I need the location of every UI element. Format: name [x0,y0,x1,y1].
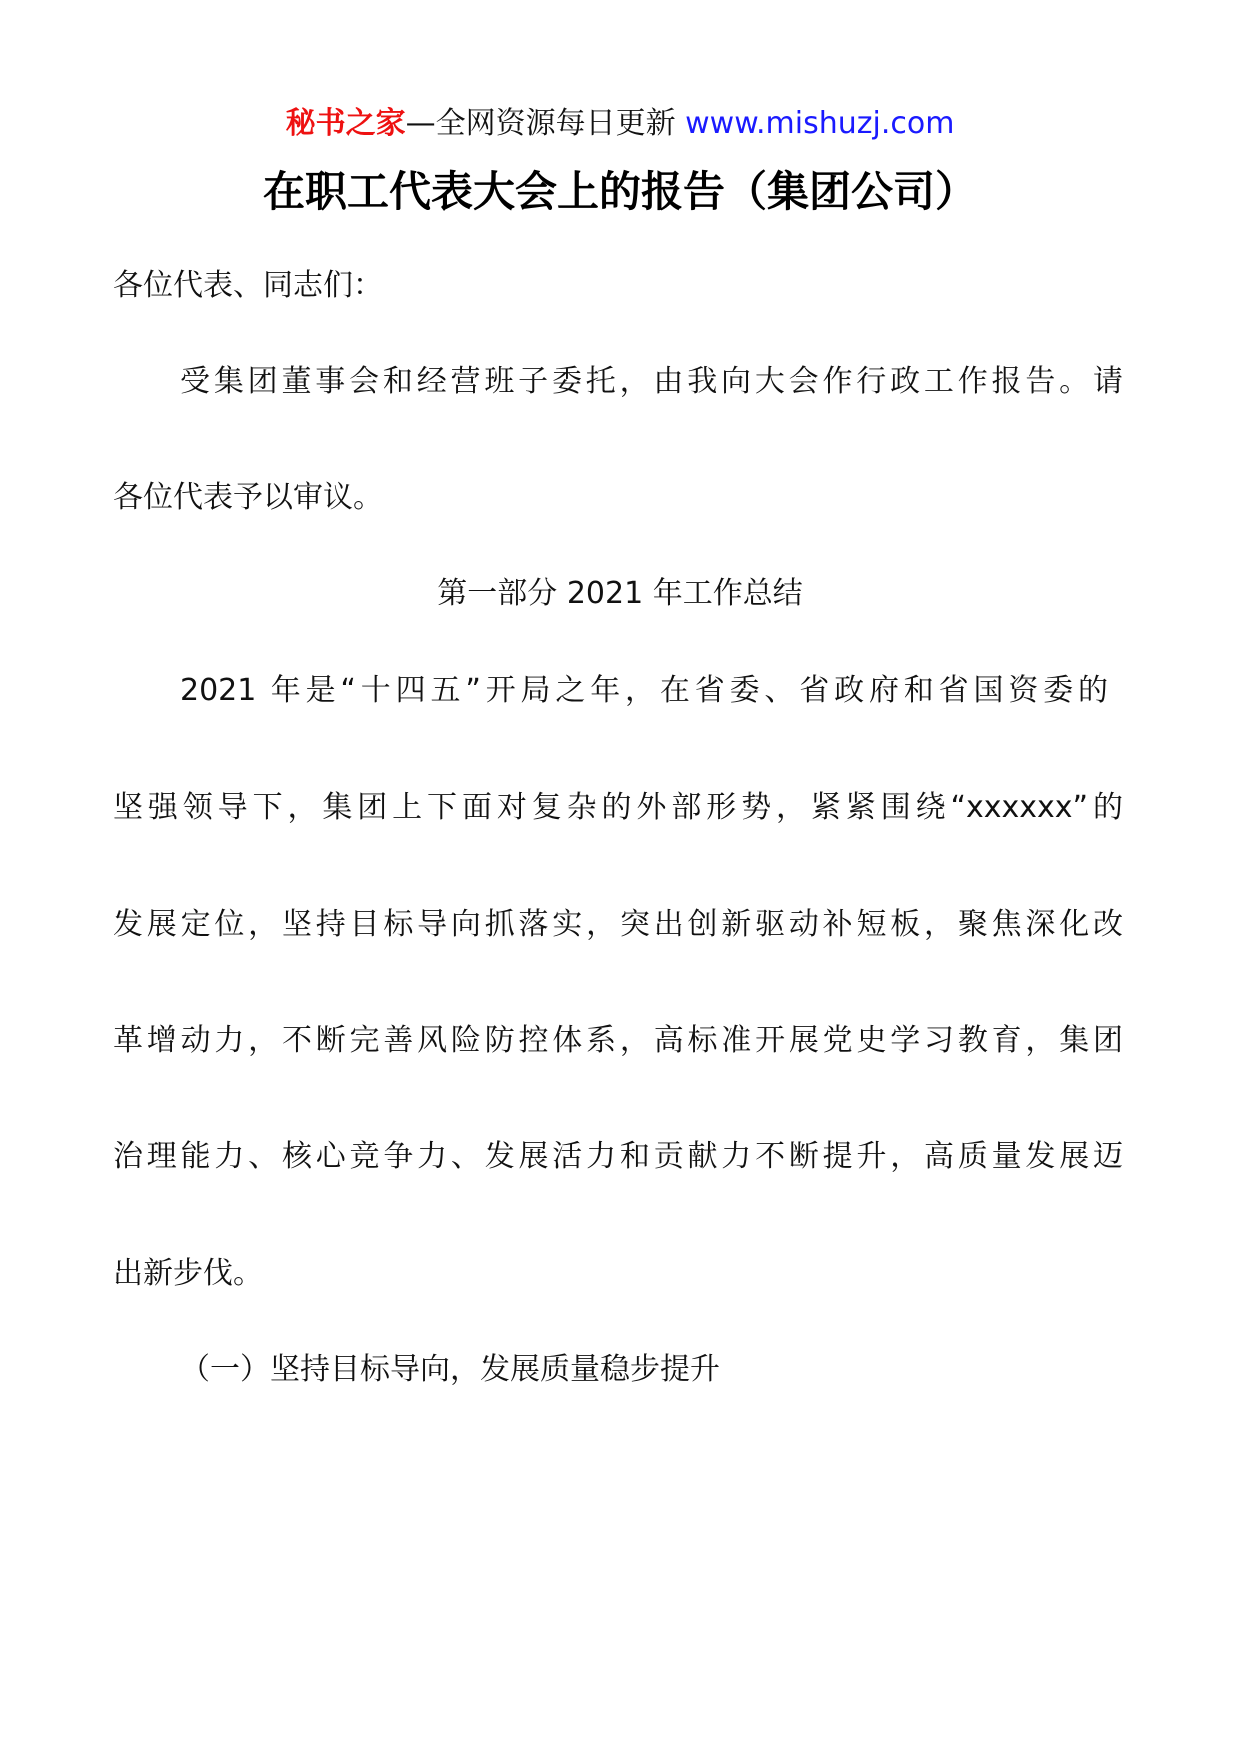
section-heading: 第一部分 2021 年工作总结 [437,576,803,611]
summary-line-5: 治理能力、核心竞争力、发展活力和贡献力不断提升，高质量发展迈 [113,1139,1123,1174]
summary-line-1: 2021 年是“十四五”开局之年，在省委、省政府和省国资委的 [180,673,1108,708]
summary-line-3: 发展定位，坚持目标导向抓落实，突出创新驱动补短板，聚焦深化改 [113,907,1123,942]
summary-line-2: 坚强领导下，集团上下面对复杂的外部形势，紧紧围绕“xxxxxx”的 [113,790,1123,825]
header-tagline: —全网资源每日更新 [405,106,686,141]
intro-line-1: 受集团董事会和经营班子委托，由我向大会作行政工作报告。请 [180,364,1123,399]
summary-line-4: 革增动力，不断完善风险防控体系，高标准开展党史学习教育，集团 [113,1023,1123,1058]
brand-name: 秘书之家 [285,106,406,141]
site-url-link[interactable]: www.mishuzj.com [685,106,955,141]
subsection-heading: （一）坚持目标导向，发展质量稳步提升 [180,1352,720,1387]
document-title: 在职工代表大会上的报告（集团公司） [262,167,977,216]
summary-line-6: 出新步伐。 [113,1256,263,1291]
intro-line-2: 各位代表予以审议。 [113,480,383,515]
site-header [0,100,1240,148]
salutation: 各位代表、同志们： [113,268,383,303]
